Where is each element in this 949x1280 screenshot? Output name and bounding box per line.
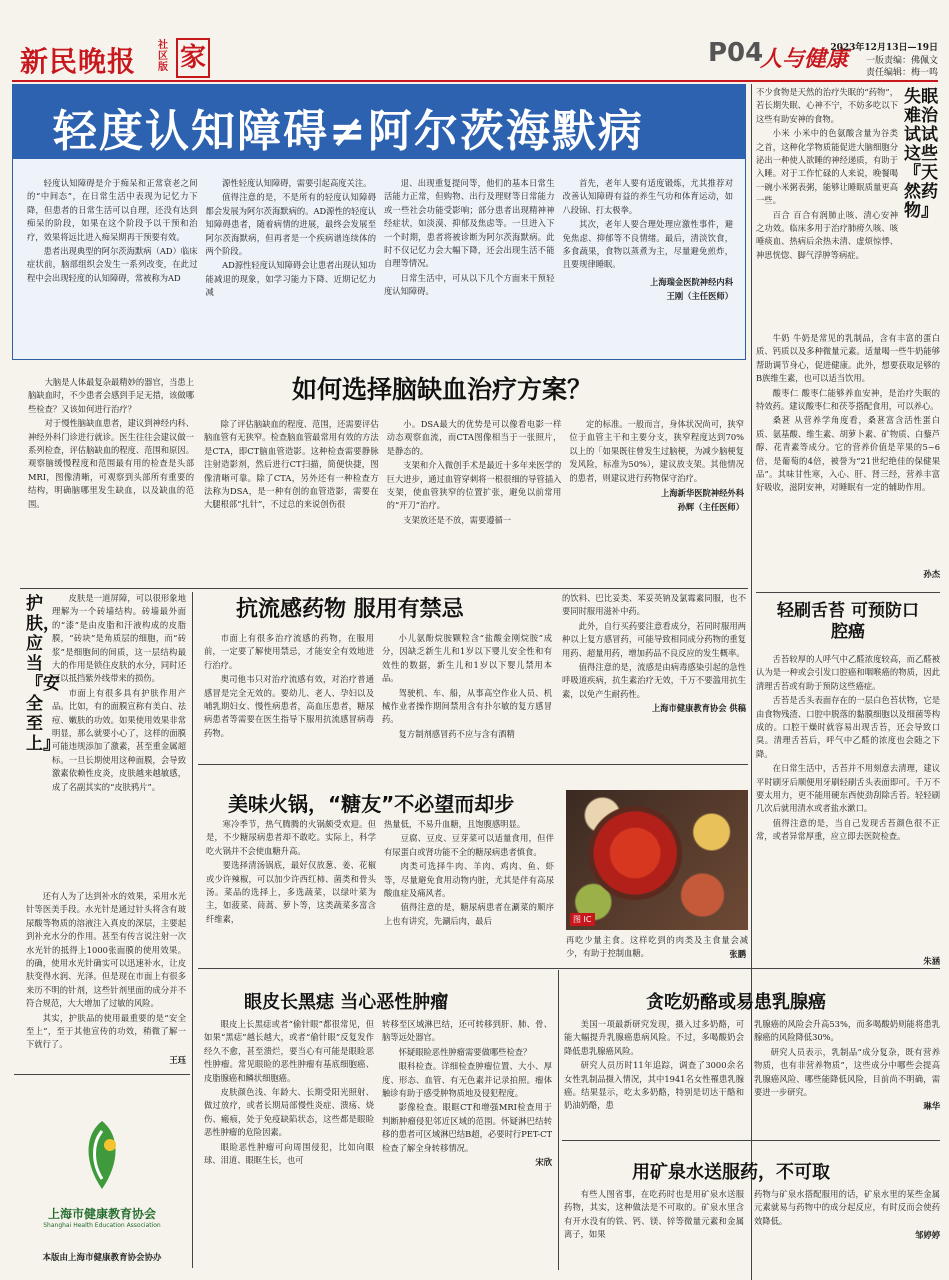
tongue-title: 轻刷舌苔 可预防口腔癌 [777, 601, 919, 642]
flu-col-1: 市面上有很多治疗流感的药物，在服用前，一定要了解使用禁忌，才能安全有效地进行治疗。 奥司他韦只对治疗流感有效，对治疗普通感冒是完全无效的。要幼儿、老人、孕妇以及哺乳期妇女、慢性病患者，高血压患者，糖尿病患者等需要在医生指导下服用抗流感冒病毒药物。 [204, 633, 374, 738]
mineral-title: 用矿泉水送服药，不可取 [632, 1162, 830, 1183]
dairy-col-2: 乳腺癌的风险会升高53%，而多喝酸奶则能将患乳腺癌的风险降低30%。 研究人员表示，乳制品“成分复杂，既有营养物质，也有非营养物质”，这些成分中哪些会提高乳腺癌风险、哪些能降低风险，目前尚不明确，需要进一步研究。 琳华 [754, 1018, 940, 1138]
hotpot-author: 张鹏 [729, 949, 746, 959]
mineral-author: 邹婷婷 [915, 1230, 940, 1241]
hotpot-photo-credit: 图 IC [570, 913, 595, 926]
brain-col-2: 除了评估脑缺血的程度、范围，还需要评估脑血管有无狭窄。检查脑血管最常用有效的方法是CTA，即CT脑血管造影。这种检查需要静脉注射造影剂，然后进行CT扫描，简便快捷，图像清晰可靠。除了CTA，另外还有一种检查方法称为DSA，是一种有创的血管造影，需要在大腿根部“扎针”，不过总的来说创伤很 [204, 419, 379, 510]
banner-article [12, 84, 746, 360]
insomnia-title: 失眠难治 试试这些『天然药物』 [904, 87, 938, 221]
masthead [0, 0, 949, 86]
association-name-en: Shanghai Health Education Association [43, 1222, 161, 1229]
skin-body: 皮肤是一道屏障，可以很形象地理解为一个砖墙结构。砖墙最外面的“漆”是由皮脂和汗液构成的皮脂膜，“砖块”是角质层的细胞，而“砖浆”是细胞间的间质，这一层结构最大的作用是锁住皮肤的水分，同时还可以抵挡紫外线带来的损伤。 市面上有很多具有护肤作用产品。比如，有的面膜宣称有美白、祛痘、嫩肤的功效。如果使用效果非常明显，那么就要小心了，这样的面膜可能违规添加了激素，甚至重金属超标。一旦长期使用这种面膜，会导致激素依赖性皮炎，皮肤越来越敏感，成了名副其实的“皮肤鸦片”。 [52, 593, 186, 792]
flu-article [200, 592, 554, 760]
dairy-col-1: 美国一项最新研究发现，摄入过多奶酪，可能大幅提升乳腺癌患病风险。不过，多喝酸奶会降低患乳腺癌风险。 研究人员历时11年追踪，调查了3000余名女性乳制品摄入情况，其中1941名女性罹患乳腺癌。结果显示，吃太多奶酪，特别是切达干酪和奶油奶酪，患 [564, 1019, 744, 1111]
page-designer: 责任编辑：梅一鸣 [865, 68, 938, 78]
tongue-article [756, 592, 940, 968]
flu-col-2: 小儿氨酚烷胺颗粒含“盐酸金刚烷胺”成分，因缺乏新生儿和1岁以下婴儿安全性和有效性的数据，新生儿和1岁以下婴儿禁用本品。 驾驶机、车、船，从事高空作业人员、机械作业者操作期间禁用含有扑尔敏的复方感冒药。 复方制剂感冒药不应与含有酒精 [382, 633, 552, 739]
banner-title: 轻度认知障碍≠阿尔茨海默病 [53, 106, 644, 157]
banner-col-4: 首先，老年人要有适度锻炼，尤其推荐对改善认知障碍有益的养生气功和体育运动，如八段锦、打太极拳。 其次，老年人要合理处理应激性事件，避免焦虑、抑郁等不良情绪。最后，清淡饮食，多食蔬果，食物以蒸煮为主，尽量避免煎炸，且要规律睡眠。 上海瑞金医院神经内科 王刚（主任医师） [563, 177, 734, 357]
edition-label: 社区版 [158, 40, 168, 73]
skin-article [26, 592, 186, 1068]
skin-body-lower: 还有人为了达到补水的效果，采用水光针等医美手段。水光针是通过针头将含有玻尿酸等物质的溶液注入真皮的深层，主要起到补充水分的作用。甚至有传言说注射一次水光针的抵得上1000张面膜的使用效果。的确，使用水光针确实可以迅速补水，让皮肤变得水润、光泽。但是现在市面上有很多来历不明的针剂，这些针剂里面的成分并不符合规范，大大增加了过敏的风险。 其实，护肤品的使用最重要的是“安全至上”，至于其他宣传的功效，稍微了解一下就行了。 [26, 891, 186, 1050]
hotpot-col-1: 寒冷季节，热气腾腾的火锅颇受欢迎。但是，不少糖尿病患者却不敢吃。实际上，科学吃火锅并不会使血糖升高。 要选择清汤锅底，最好仅放葱、姜、花椒或少许辣椒，可以加少许西红柿、菌类和骨头汤。菜品的选择上，多选蔬菜，以绿叶菜为主，如菠菜、茼蒿、萝卜等，这类蔬菜多富含纤维素， [206, 819, 376, 924]
brain-col-1: 大脑是人体最复杂最精妙的器官，当患上脑缺血时，不少患者会感到手足无措，该做哪些检查？又该如何进行治疗？ 对于慢性脑缺血患者，建议到神经内科、神经外科门诊进行就诊。医生往往会建议做一系列检查，评估脑缺血的程度、范围和原因。观察脑缓慢程度和范围最有用的检查是头部MRI，图像清晰，可观察到头部所有重要的结构，明确脑哪里发生缺血，以及缺血的范围。 [28, 377, 194, 509]
banner-author: 王刚（主任医师） [666, 291, 733, 302]
family-stamp: 家 [176, 38, 210, 78]
brain-source: 上海新华医院神经外科 [661, 488, 744, 499]
association-block [14, 1074, 190, 1274]
hotpot-title: 美味火锅，“糖友”不必望而却步 [228, 792, 515, 816]
hotpot-article [200, 768, 750, 964]
skin-author: 王珏 [169, 1055, 186, 1065]
hotpot-col-3: 再吃少量主食。这样吃到的肉类及主食量会减少，有助于控制血糖。 [566, 935, 748, 959]
eyelid-col-2: 转移至区域淋巴结，还可转移到肝、肺、骨、脑等远处器官。 怀疑眼睑恶性肿瘤需要做哪些检查？ 眼科检查。详细检查肿瘤位置、大小、厚度、形态、血管、有无色素并记录拍照。瘤体触诊有助于感受肿物质地及侵犯程度。 影像检查。眼眶CT和增强MRI检查用于判断肿瘤侵犯邻近区域的范围。怀疑淋巴结转移的患者可区域淋巴结B超，必要时行PET-CT检查了解全身转移情况。 宋欣 [382, 1018, 552, 1268]
issue-date: 2023年12月13日—19日 [830, 43, 938, 53]
eyelid-title: 眼皮长黑痣 当心恶性肿瘤 [244, 992, 449, 1013]
insomnia-article [756, 84, 940, 582]
flu-source: 上海市健康教育协会 供稿 [651, 703, 746, 714]
banner-source: 上海瑞金医院神经内科 [650, 276, 733, 287]
insomnia-body: 不少食物是天然的治疗失眠的“药物”，若长期失眠、心神不宁，不妨多吃以下这些有助安神的食物。 小米 小米中的色氨酸含量为谷类之首，这种化学物质能促进大脑细胞分泌出一种使人欲睡的神经递质，有助于入睡。对于工作忙碌的人来说，晚餐喝一碗小米粥表粥，能够让睡眠质量更高一些。 百合 百合有润肺止咳、清心安神之功效。临床多用于治疗肺痨久咳、咳唾痰血、热病后余热未清、虚烦惊悸、神思恍惚、脚气浮肿等病症。 [756, 87, 898, 260]
brain-title: 如何选择脑缺血治疗方案？ [292, 375, 593, 404]
tongue-body: 舌苔较厚的人呼气中乙醛浓度较高，而乙醛被认为是一种或会引发口腔癌和咽喉癌的物质，因此清理舌苔或有助于预防这些癌症。 舌苔是舌头表面存在的一层白色苔状物，它是由食物残渣、口腔中脱落的黏膜细胞以及细菌等构成的。口腔干燥时就容易出现舌苔，还会导致口臭。清理舌苔后，呼气中乙醛的浓度也会随之下降。 在日常生活中，舌苔并不用刻意去清理，建议平时刷牙后顺便用牙刷轻刷舌头表面即可。千万不要太用力，更不能用硬东西使劲刮除舌苔。轻轻刷几次后就用清水或者盐水漱口。 值得注意的是，当自己发现舌苔颜色很不正常，或者异常厚重，应立即去医院检查。 [756, 654, 940, 842]
banner-col-1: 轻度认知障碍是介于痴呆和正常衰老之间的“中间态”，在日常生活中表现为记忆力下降，但患者的日常生活可以自理，还没有达到痴呆的阶段，如果在这个阶段予以干预和治疗，效果将远比进入痴呆期再干预要有效。 患者出现典型的阿尔茨海默病（AD）临床症状前，脑部组织会发生一系列改变，在此过程中会出现轻度的认知障碍，常被称为AD [27, 178, 198, 283]
banner-title-band [13, 85, 745, 159]
section-name: 人与健康 [760, 46, 849, 72]
brain-col-4: 定的标准。一般而言，身体状况尚可，狭窄位于血管主干和主要分支，狭窄程度达到70%以上的「如果既往曾发生过脑梗，为减少脑梗复发风险，标准为50%），建议放支架。其他情况的患者，则建议进行药物保守治疗。 上海新华医院神经外科 孙辉（主任医师） [569, 418, 744, 584]
association-logo [70, 1115, 134, 1195]
page-editor: 一版责编：佛佩文 [865, 56, 938, 66]
eyelid-author: 宋欣 [535, 1157, 552, 1168]
mineral-col-2: 药物与矿泉水搭配服用的话，矿泉水里的某些金属元素就易与药物中的成分起反应，有时反而会使药效降低。 邹婷婷 [754, 1188, 940, 1270]
dairy-title: 贪吃奶酪或易患乳腺癌 [646, 992, 826, 1013]
banner-body [27, 177, 733, 357]
tongue-author: 朱涵 [923, 956, 940, 966]
brain-article [28, 366, 744, 586]
brain-author: 孙辉（主任医师） [677, 502, 744, 513]
eyelid-col-1: 眼皮上长黑痣或者“偷针眼”都很常见，但如果“黑痣”越长越大，或者“偷针眼”反复发作经久不愈，甚至溃烂，要当心有可能是眼睑恶性肿瘤。常见眼睑的恶性肿瘤有基底细胞癌、皮脂腺癌和鳞状细胞癌。 皮肤颜色浅、年龄大、长期受阳光照射、做过放疗，或者长期局部慢性炎症、溃疡、烧伤、瘢痕，处于免疫缺陷状态，这些都是眼睑恶性肿瘤的危险因素。 眼睑恶性肿瘤可向周围侵犯，比如向眼球、泪道、眼眶生长，也可 [204, 1019, 374, 1166]
page-number: P04 [708, 38, 764, 68]
insomnia-author: 孙杰 [923, 569, 940, 579]
mineral-article [564, 1144, 940, 1270]
flu-col-3: 的饮料、巴比妥类、苯妥英钠及氯霉素同服，也不要同时服用滋补中药。 此外，自行买药要注意看成分，若同时服用两种以上复方感冒药，可能导致相同成分药物的重复用药、超量用药，增加药品不良反应的发生概率。 值得注意的是，流感是由病毒感染引起的急性呼吸道疾病，抗生素治疗无效，千万不要滥用抗生素，以免产生耐药性。 上海市健康教育协会 供稿 [562, 592, 746, 760]
association-note: 本版由上海市健康教育协会协办 [42, 1253, 162, 1263]
dairy-article [564, 974, 940, 1138]
eyelid-article [200, 974, 554, 1270]
hotpot-col-2: 热量低，不易升血糖，且饱腹感明显。 豆腐、豆皮、豆芽菜可以适量食用，但伴有尿蛋白或肾功能不全的糖尿病患者慎食。 肉类可选择牛肉、羊肉、鸡肉、鱼、虾等，尽量避免食用动物内脏，尤其是伴有高尿酸血症及痛风者。 值得注意的是，糖尿病患者在涮菜的顺序上也有讲究，先涮后肉，最后 [384, 819, 554, 926]
association-name: 上海市健康教育协会 [47, 1207, 156, 1221]
dairy-author: 琳华 [923, 1101, 940, 1112]
skin-title: 护肤，应当『安全至上』 [26, 594, 60, 754]
banner-col-2: 源性轻度认知障碍，需要引起高度关注。 值得注意的是，不是所有的轻度认知障碍都会发展为阿尔茨海默病的。AD源性的轻度认知障碍患者，随着病情的进展，最终会发展至阿尔茨海默病，但再者是一个疾病谱连续体的两个阶段。 AD源性轻度认知障碍会让患者出现认知功能减退的现象，如学习能力下降、近期记忆力减 [205, 178, 376, 298]
brain-cols [204, 418, 744, 584]
newspaper-logo: 新民晚报 [20, 45, 137, 78]
flu-title: 抗流感药物 服用有禁忌 [236, 597, 464, 622]
banner-col-3: 退、出现重复提问等，他们的基本日常生活能力正常，但购物、出行及理财等日常能力或一些社会功能受影响；部分患者出现精神神经症状，如淡漠、抑郁及焦虑等。一旦进入下一个时期，患者将被诊断为阿尔茨海默病。此时不仅记忆力会大幅下降，还会出现生活不能自理等情况。 日常生活中，可从以下几个方面来干预轻度认知障碍。 [384, 178, 555, 297]
brain-col-3: 小。DSA最大的优势是可以像看电影一样动态观察血流，而CTA图像相当于一张照片，是静态的。 支架和介入微创手术是最近十多年来医学的巨大进步，通过血管穿刺将一根很细的导管插入支架，使血管狭窄的位置扩张，避免以前常用的“开刀”治疗。 支架放还是不放，需要遵循一 [386, 419, 562, 525]
mineral-col-1: 有些人图省事，在吃药时也是用矿泉水送服药物，其实，这种做法是不可取的。矿泉水里含有开水没有的铁、钙、镁、锌等微量元素和金属离子，如果 [564, 1189, 744, 1240]
insomnia-body-lower: 牛奶 牛奶是常见的乳制品，含有丰富的蛋白质、钙质以及多种微量元素。适量喝一些牛奶能够帮助调节身心，促进健康。此外，想要获取足够的B族维生素，也可以适当饮用。 酸枣仁 酸枣仁能够养血安神，是治疗失眠的特效药。建议酸枣仁和茯苓搭配食用，可以养心。 桑葚 从营养学角度看，桑葚富含活性蛋白质、氨基酸、维生素、胡萝卜素、矿物质、白藜芦醇、花青素等成分。它的营养价值是苹果的5~6倍，是葡萄的4倍，被誉为“21世纪绝佳的保健果品”。其味甘性寒，入心、肝、肾三经，营养丰富好吸收，滋阴安神，对睡眠有一定的辅助作用。 [756, 333, 940, 493]
hotpot-photo [566, 790, 748, 930]
